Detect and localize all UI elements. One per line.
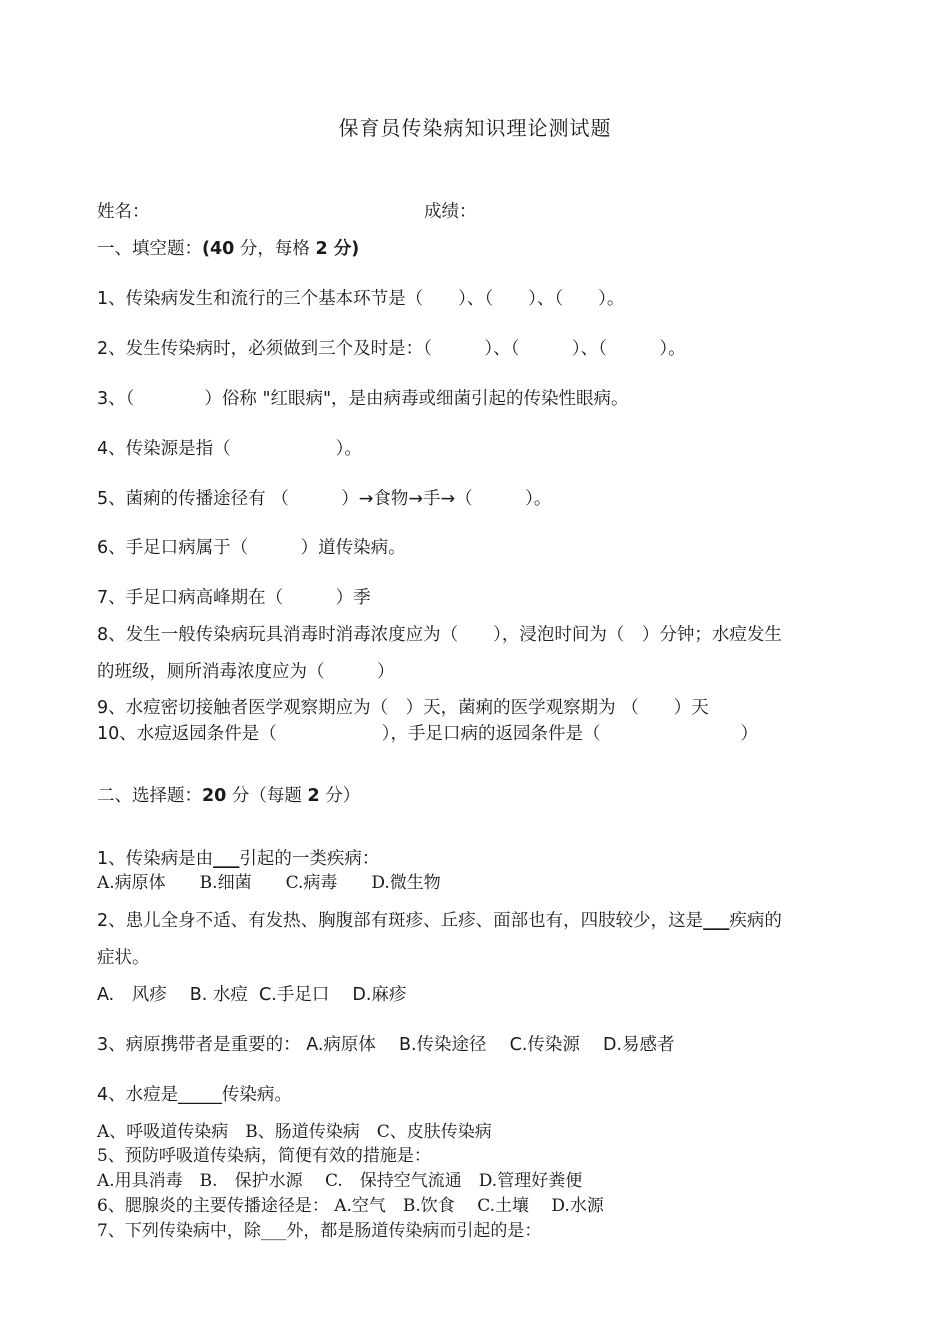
score-label: 成绩： xyxy=(424,202,477,222)
section2-heading-c: 分（每题 xyxy=(226,786,308,806)
fill-question-3: 3、（ ）俗称 "红眼病"，是由病毒或细菌引起的传染性眼病。 xyxy=(97,389,629,409)
choice-question-2-line1 xyxy=(97,910,782,932)
choice-question-4-a: 4、水痘是 xyxy=(97,1085,179,1105)
choice-question-2-line2: 症状。 xyxy=(97,948,150,968)
section1-heading-a: 一、填空题： xyxy=(97,239,202,259)
choice-question-7 xyxy=(97,1220,541,1242)
choice-question-1 xyxy=(97,848,379,870)
fill-question-8-line1: 8、发生一般传染病玩具消毒时消毒浓度应为（ ），浸泡时间为（ ）分钟；水痘发生 xyxy=(97,625,782,645)
section2-heading-a: 二、选择题： xyxy=(97,786,202,806)
section1-heading xyxy=(97,238,359,260)
choice-question-4-blank: _____ xyxy=(178,1085,222,1105)
choice-question-2-a: 2、患儿全身不适、有发热、胸腹部有斑疹、丘疹、面部也有，四肢较少，这是 xyxy=(97,911,704,931)
fill-question-10: 10、水痘返园条件是（ ），手足口病的返园条件是（ ） xyxy=(97,724,759,744)
fill-question-9: 9、水痘密切接触者医学观察期应为（ ）天，菌痢的医学观察期为 （ ）天 xyxy=(97,698,709,718)
fill-question-6: 6、手足口病属于（ ）道传染病。 xyxy=(97,538,406,558)
fill-question-5: 5、菌痢的传播途径有 （ ）→食物→手→（ ）。 xyxy=(97,489,552,509)
fill-question-7: 7、手足口病高峰期在（ ）季 xyxy=(97,588,371,608)
choice-question-4-b: 传染病。 xyxy=(221,1085,292,1105)
fill-question-4: 4、传染源是指（ ）。 xyxy=(97,439,362,459)
choice-question-6: 6、腮腺炎的主要传播途径是： A.空气 B.饮食 C.土壤 D.水源 xyxy=(97,1196,604,1216)
fill-question-1: 1、传染病发生和流行的三个基本环节是（ ）、（ ）、（ ）。 xyxy=(97,289,625,309)
choice-question-4 xyxy=(97,1084,292,1106)
fill-question-2: 2、发生传染病时，必须做到三个及时是：（ ）、（ ）、（ ）。 xyxy=(97,339,686,359)
choice-question-1-options: A.病原体 B.细菌 C.病毒 D.微生物 xyxy=(97,873,441,893)
fill-question-8-line2: 的班级，厕所消毒浓度应为（ ） xyxy=(97,662,395,682)
choice-question-1-a: 1、传染病是由 xyxy=(97,849,214,869)
choice-question-5: 5、预防呼吸道传染病，简便有效的措施是： xyxy=(97,1146,431,1166)
section1-heading-c: 分，每格 xyxy=(234,239,316,259)
choice-question-2-b: 疾病的 xyxy=(729,911,782,931)
page-title: 保育员传染病知识理论测试题 xyxy=(338,116,612,140)
section2-heading-d: 2 xyxy=(307,786,320,806)
section1-heading-b: (40 xyxy=(202,239,235,259)
section1-heading-d: 2 xyxy=(315,239,328,259)
section2-heading-e: 分） xyxy=(319,786,361,806)
section2-heading xyxy=(97,785,360,807)
name-label: 姓名： xyxy=(97,202,150,222)
choice-question-2-blank: ___ xyxy=(703,911,730,931)
section1-heading-e: 分) xyxy=(327,239,360,259)
choice-question-2-options: A. 风疹 B. 水痘 C.手足口 D.麻疹 xyxy=(97,985,407,1005)
choice-question-1-b: 引起的一类疾病： xyxy=(239,849,380,869)
choice-question-3: 3、病原携带者是重要的： A.病原体 B.传染途径 C.传染源 D.易感者 xyxy=(97,1035,675,1055)
choice-question-4-options: A、呼吸道传染病 B、肠道传染病 C、皮肤传染病 xyxy=(97,1122,492,1142)
section2-heading-b: 20 xyxy=(202,786,227,806)
choice-question-7-blank: ___ xyxy=(260,1221,287,1241)
choice-question-1-blank: ___ xyxy=(213,849,240,869)
choice-question-7-a: 7、下列传染病中，除 xyxy=(97,1221,261,1241)
choice-question-7-b: 外，都是肠道传染病而引起的是： xyxy=(286,1221,542,1241)
choice-question-5-options: A.用具消毒 B. 保护水源 C. 保持空气流通 D.管理好粪便 xyxy=(97,1171,583,1191)
